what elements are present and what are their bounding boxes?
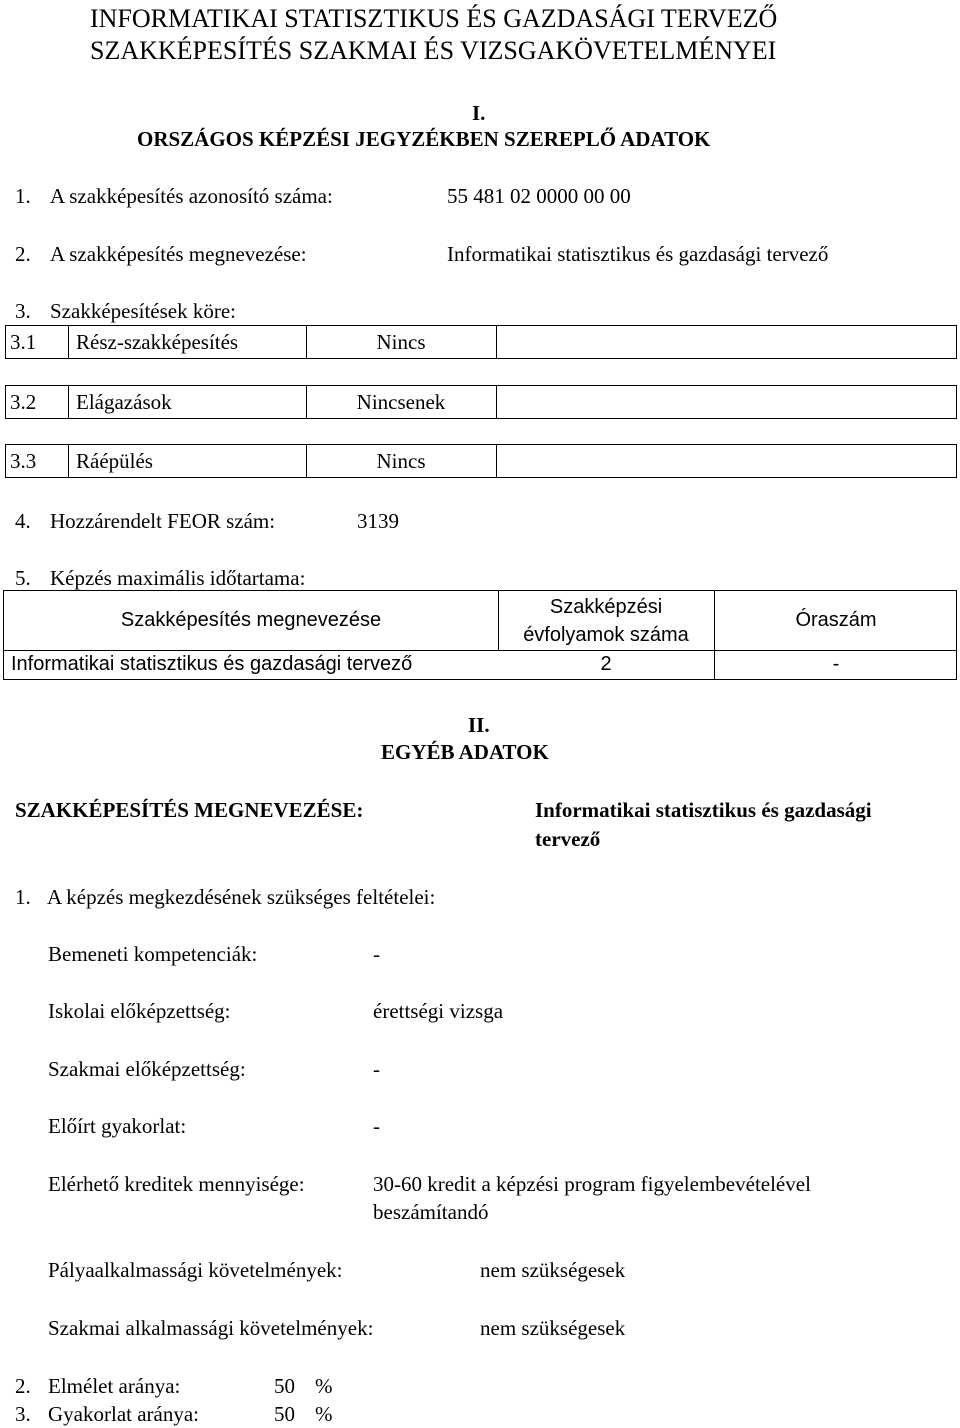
qualification-name-value-line1: Informatikai statisztikus és gazdasági: [535, 798, 872, 822]
duration-header-years: [498, 591, 714, 650]
ratio-theory-value: 50: [274, 1374, 295, 1398]
feor-num: 4.: [15, 509, 31, 533]
field-professional-aptitude-label: Szakmai alkalmassági követelmények:: [48, 1316, 374, 1340]
field-professional-prereq-label: Szakmai előképzettség:: [48, 1057, 246, 1081]
ratio-theory-label: Elmélet aránya:: [48, 1374, 181, 1398]
field-school-prereq-value: érettségi vizsga: [373, 999, 504, 1023]
prereq-label: A képzés megkezdésének szükséges feltételei:: [47, 885, 436, 909]
duration-header-hours: Óraszám: [795, 609, 877, 631]
subitem-3-2-num: 3.2: [10, 390, 37, 414]
ratio-practice-unit: %: [315, 1402, 333, 1426]
subitem-3-2-value: Nincsenek: [356, 390, 446, 414]
item1-label: A szakképesítés azonosító száma:: [50, 184, 333, 208]
field-credits-value-line2: beszámítandó: [373, 1200, 489, 1224]
field-career-aptitude-label: Pályaalkalmassági követelmények:: [48, 1258, 343, 1282]
ratio-practice-label: Gyakorlat aránya:: [48, 1402, 200, 1426]
subitem-3-3-num: 3.3: [10, 449, 37, 473]
field-credits-label: Elérhető kreditek mennyisége:: [48, 1172, 305, 1196]
document-title-line1: INFORMATIKAI STATISZTIKUS ÉS GAZDASÁGI TERVEZŐ: [90, 4, 778, 33]
feor-value: 3139: [357, 509, 399, 533]
subitem-row-3-1: [5, 325, 957, 359]
subitem-3-1-num: 3.1: [10, 330, 37, 354]
prereq-num: 1.: [15, 885, 31, 909]
subitem-3-1-label: Rész-szakképesítés: [76, 330, 239, 354]
field-input-competencies-value: -: [373, 942, 380, 966]
field-career-aptitude-value: nem szükségesek: [480, 1258, 626, 1282]
item1-value: 55 481 02 0000 00 00: [447, 184, 631, 208]
subitem-row-3-2: [5, 385, 957, 419]
field-required-practice-label: Előírt gyakorlat:: [48, 1114, 187, 1138]
item2-value: Informatikai statisztikus és gazdasági tervező: [447, 242, 829, 266]
field-school-prereq-label: Iskolai előképzettség:: [48, 999, 231, 1023]
field-required-practice-value: -: [373, 1114, 380, 1138]
ratio-practice-num: 3.: [15, 1402, 31, 1426]
field-credits-value-line1: 30-60 kredit a képzési program figyelembevételével: [373, 1172, 811, 1196]
duration-row-years: 2: [600, 653, 612, 675]
item3-num: 3.: [15, 299, 31, 323]
field-professional-aptitude-value: nem szükségesek: [480, 1316, 626, 1340]
document-title-line2: SZAKKÉPESÍTÉS SZAKMAI ÉS VIZSGAKÖVETELMÉNYEI: [90, 36, 777, 65]
subitem-3-3-label: Ráépülés: [76, 449, 153, 473]
duration-header-years-line2: évfolyamok száma: [523, 623, 689, 646]
item1-num: 1.: [15, 184, 31, 208]
qualification-name-value-line2: tervező: [535, 827, 601, 851]
subitem-row-3-3: [5, 444, 957, 478]
field-professional-prereq-value: -: [373, 1057, 380, 1081]
feor-label: Hozzárendelt FEOR szám:: [50, 509, 276, 533]
duration-label: Képzés maximális időtartama:: [50, 566, 306, 590]
ratio-theory-num: 2.: [15, 1374, 31, 1398]
section1-heading: ORSZÁGOS KÉPZÉSI JEGYZÉKBEN SZEREPLŐ ADATOK: [137, 127, 711, 151]
section2-numeral: II.: [468, 713, 490, 737]
item2-num: 2.: [15, 242, 31, 266]
section1-numeral: I.: [472, 101, 486, 125]
duration-row-name: Informatikai statisztikus és gazdasági tervező: [11, 653, 413, 675]
item3-label: Szakképesítések köre:: [50, 299, 237, 323]
section2-heading: EGYÉB ADATOK: [381, 740, 549, 764]
ratio-theory-unit: %: [315, 1374, 333, 1398]
duration-row-hours: -: [832, 653, 840, 675]
ratio-practice-value: 50: [274, 1402, 295, 1426]
duration-table: [3, 590, 957, 680]
duration-header-years-line1: Szakképzési: [549, 595, 663, 618]
duration-num: 5.: [15, 566, 31, 590]
subitem-3-1-value: Nincs: [376, 330, 426, 354]
qualification-name-label: SZAKKÉPESÍTÉS MEGNEVEZÉSE:: [15, 798, 364, 822]
field-input-competencies-label: Bemeneti kompetenciák:: [48, 942, 258, 966]
item2-label: A szakképesítés megnevezése:: [50, 242, 307, 266]
subitem-3-2-label: Elágazások: [76, 390, 172, 414]
subitem-3-3-value: Nincs: [376, 449, 426, 473]
duration-header-name: Szakképesítés megnevezése: [120, 609, 382, 631]
